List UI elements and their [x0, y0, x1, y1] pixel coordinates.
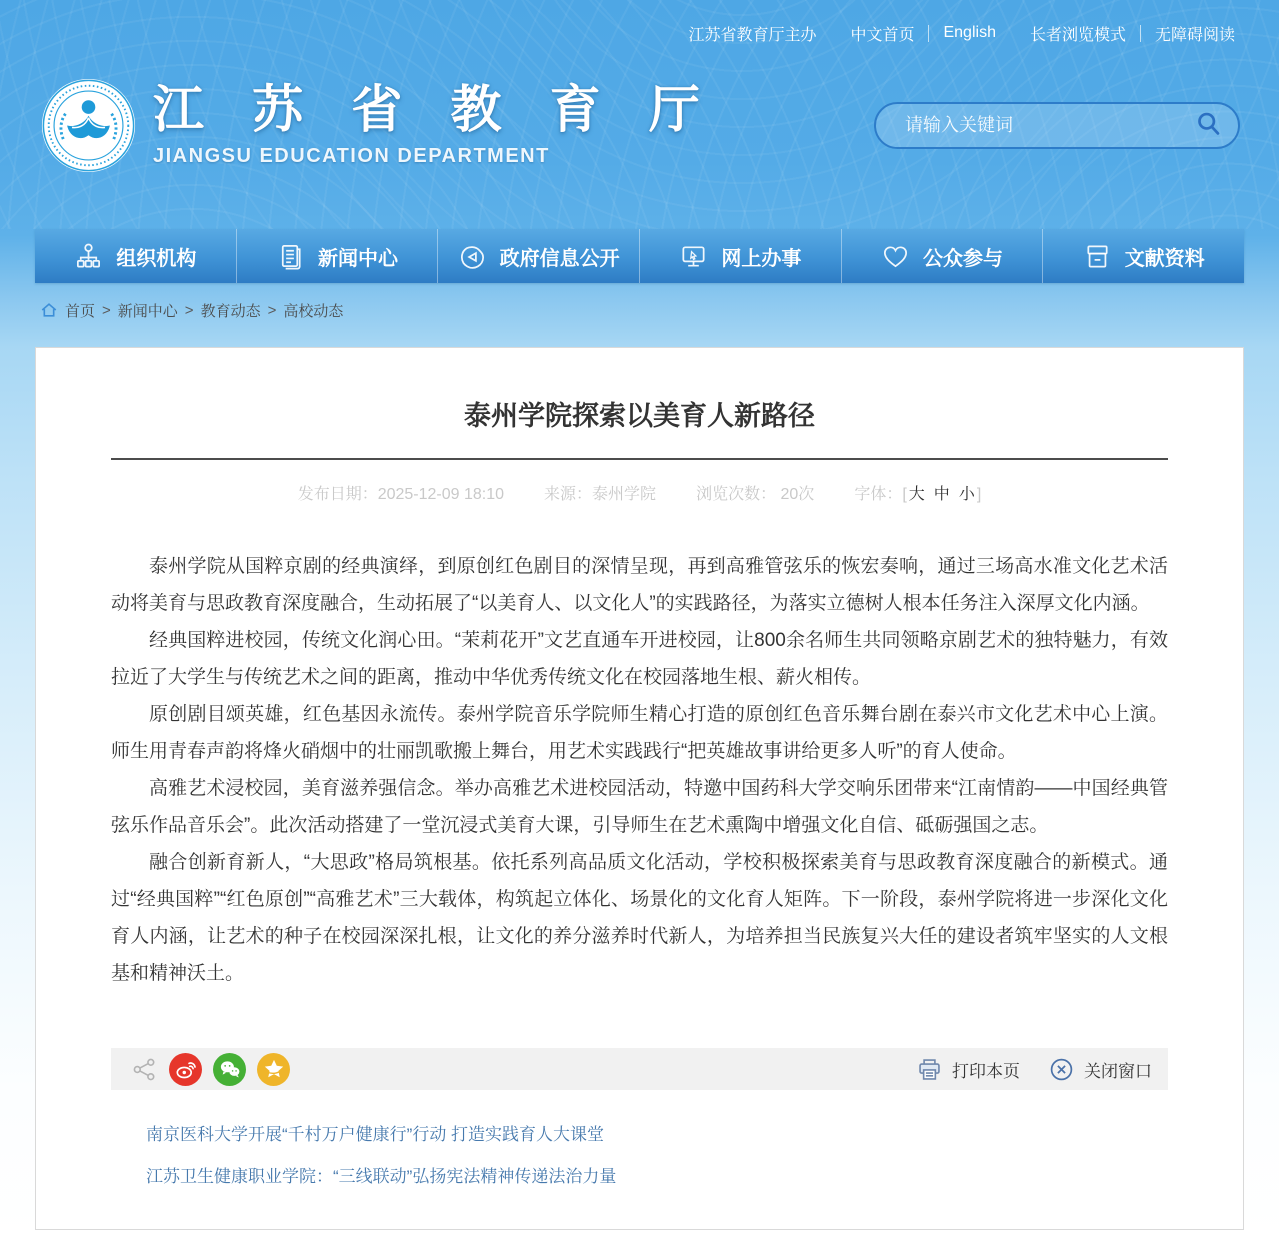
divider: [1140, 25, 1141, 42]
nav-item-online-services[interactable]: [639, 229, 841, 283]
article-body: [111, 548, 1168, 992]
breadcrumb-separator: >: [102, 301, 111, 319]
breadcrumb-home[interactable]: 首页: [65, 302, 96, 320]
qzone-icon[interactable]: [257, 1053, 290, 1086]
breadcrumb-separator: >: [184, 301, 194, 319]
main-navigation: [35, 229, 1244, 283]
related-link[interactable]: 南京医科大学开展“千村万户健康行”行动 打造实践育人大课堂: [146, 1125, 605, 1144]
nav-item-public-participation[interactable]: [841, 229, 1043, 283]
accessibility-link[interactable]: 无障碍阅读: [1154, 26, 1235, 44]
nav-item-label: 公众参与: [923, 247, 1004, 270]
chinese-home-link[interactable]: 中文首页: [850, 26, 915, 44]
search-button[interactable]: [1195, 110, 1222, 140]
nav-item-gov-info[interactable]: [437, 229, 639, 283]
nav-item-label: 网上办事: [721, 247, 802, 270]
site-search: [874, 102, 1240, 149]
view-count: 浏览次数： 20次: [696, 486, 815, 503]
heart-icon: [881, 242, 910, 271]
archive-icon: [1083, 242, 1112, 271]
english-link[interactable]: English: [943, 24, 996, 41]
article-paragraph: 原创剧目颂英雄，红色基因永流传。泰州学院音乐学院师生精心打造的原创红色音乐舞台剧在泰兴市文化艺术中心上演。师生用青春声韵将烽火硝烟中的壮丽凯歌搬上舞台，用艺术实践践行“把英雄故事讲给更多人听”的育人使命。: [111, 704, 1168, 762]
share-icon[interactable]: [131, 1056, 158, 1083]
article-paragraph: 融合创新育新人，“大思政”格局筑根基。依托系列高品质文化活动，学校积极探索美育与思政教育深度融合的新模式。通过“经典国粹”“红色原创”“高雅艺术”三大载体，构筑起立体化、场景化的文化育人矩阵。下一阶段，泰州学院将进一步深化文化育人内涵，让艺术的种子在校园深深扎根，让文化的养分滋养时代新人，为培养担当民族复兴大任的建设者筑牢坚实的人文根基和精神沃土。: [111, 852, 1168, 984]
nav-item-label: 新闻中心: [318, 247, 398, 270]
wechat-icon[interactable]: [213, 1053, 246, 1086]
site-title: 江 苏 省 教 育 厅: [153, 81, 717, 139]
nav-item-organization[interactable]: [35, 229, 236, 283]
font-size-label: 字体：: [854, 486, 903, 503]
font-size-medium-button[interactable]: 中: [933, 486, 950, 503]
article-source: 来源：泰州学院: [544, 486, 657, 503]
font-size-small-button[interactable]: 小: [958, 486, 975, 503]
print-page-button[interactable]: [916, 1056, 1020, 1083]
online-service-icon: [679, 242, 708, 271]
department-logo: [40, 77, 137, 174]
nav-item-label: 组织机构: [116, 247, 197, 270]
article-paragraph: 经典国粹进校园，传统文化润心田。“茉莉花开”文艺直通车开进校园，让800余名师生共同领略京剧艺术的独特魅力，有效拉近了大学生与传统艺术之间的距离，推动中华优秀传统文化在校园落地生根、薪火相传。: [111, 630, 1168, 688]
article-paragraph: 高雅艺术浸校园，美育滋养强信念。举办高雅艺术进校园活动，特邀中国药科大学交响乐团带来“江南情韵——中国经典管弦乐作品音乐会”。此次活动搭建了一堂沉浸式美育大课，引导师生在艺术熏陶中增强文化自信、砥砺强国之志。: [111, 778, 1168, 836]
home-icon: [40, 301, 58, 319]
nav-item-label: 政府信息公开: [499, 247, 620, 270]
breadcrumb-news-center[interactable]: 新闻中心: [117, 302, 178, 320]
article-toolbar: [111, 1048, 1168, 1090]
elder-mode-link[interactable]: 长者浏览模式: [1029, 26, 1126, 44]
breadcrumb-separator: >: [267, 301, 277, 319]
info-disclosure-icon: [458, 242, 487, 271]
site-subtitle-en: JIANGSU EDUCATION DEPARTMENT: [153, 144, 550, 167]
publish-date: 发布日期：2025-12-09 18:10: [297, 486, 505, 503]
font-size-control: [854, 481, 981, 504]
close-window-label: 关闭窗口: [1084, 1061, 1152, 1081]
printer-icon: [916, 1056, 943, 1083]
close-icon: [1048, 1056, 1075, 1083]
org-chart-icon: [74, 242, 103, 271]
masthead: [0, 0, 1279, 229]
bracket: ]: [976, 486, 982, 503]
nav-item-label: 文献资料: [1124, 247, 1205, 270]
search-input[interactable]: [903, 114, 1195, 137]
nav-item-documents[interactable]: [1042, 229, 1244, 283]
article-card: [35, 347, 1244, 1230]
top-utility-bar: [0, 20, 1279, 46]
article-paragraph: 泰州学院从国粹京剧的经典演绎，到原创红色剧目的深情呈现，再到高雅管弦乐的恢宏奏响，通过三场高水准文化艺术活动将美育与思政教育深度融合，生动拓展了“以美育人、以文化人”的实践路径，为落实立德树人根本任务注入深厚文化内涵。: [111, 556, 1168, 614]
article-title: 泰州学院探索以美育人新路径: [464, 401, 815, 431]
related-link[interactable]: 江苏卫生健康职业学院：“三线联动”弘扬宪法精神传递法治力量: [146, 1167, 617, 1186]
share-buttons: [131, 1053, 290, 1086]
related-links: [146, 1120, 1168, 1187]
host-link[interactable]: 江苏省教育厅主办: [688, 26, 817, 44]
title-divider: [111, 458, 1168, 460]
breadcrumb: [40, 297, 1279, 323]
search-icon: [1195, 110, 1222, 140]
breadcrumb-education-news[interactable]: 教育动态: [200, 302, 261, 320]
print-page-label: 打印本页: [952, 1061, 1020, 1081]
news-doc-icon: [276, 242, 305, 271]
weibo-icon[interactable]: [169, 1053, 202, 1086]
article-meta: [36, 481, 1243, 504]
breadcrumb-current: 高校动态: [283, 302, 344, 320]
font-size-large-button[interactable]: 大: [908, 486, 925, 503]
divider: [928, 25, 929, 42]
toolbar-actions: [916, 1056, 1152, 1083]
nav-item-news-center[interactable]: [236, 229, 438, 283]
bracket: [: [902, 486, 907, 503]
close-window-button[interactable]: [1048, 1056, 1152, 1083]
